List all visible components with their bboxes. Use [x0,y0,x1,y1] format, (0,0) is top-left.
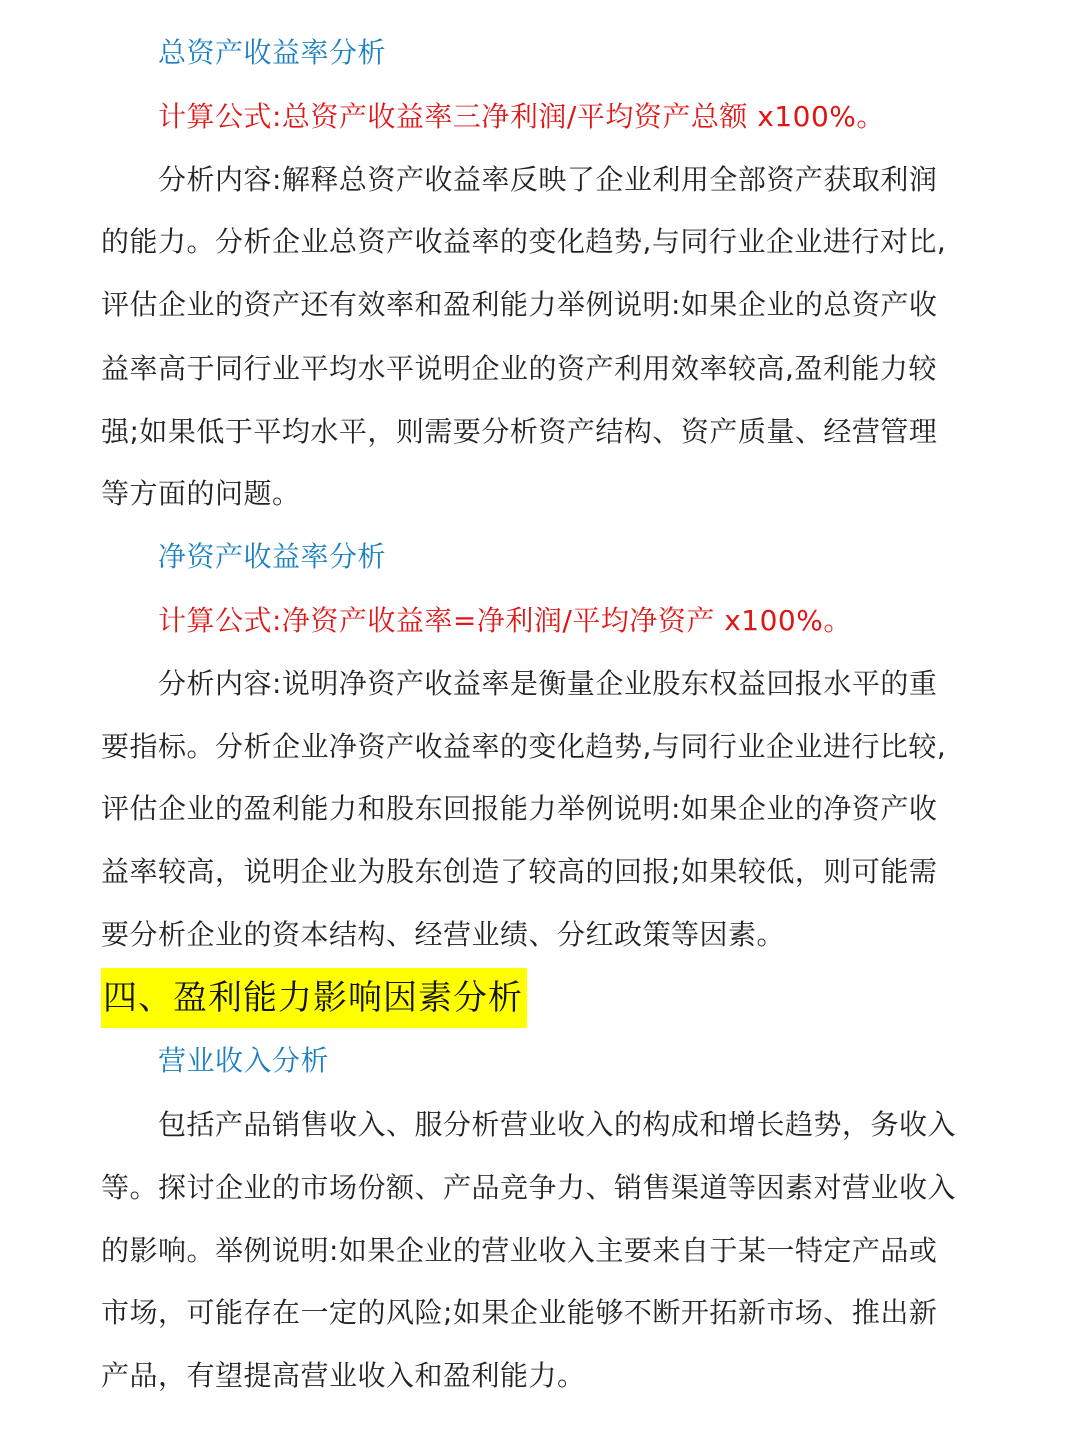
revenue-paragraph-line: 的影响。举例说明:如果企业的营业收入主要来自于某一特定产品或 [101,1234,938,1267]
revenue-paragraph-line: 市场，可能存在一定的风险;如果企业能够不断开拓新市场、推出新 [101,1296,938,1329]
roe-heading: 净资产收益率分析 [158,540,387,573]
roa-paragraph-line: 等方面的问题。 [101,477,301,510]
roa-paragraph-line: 的能力。分析企业总资产收益率的变化趋势,与同行业企业进行对比, [101,225,947,258]
roe-formula: 计算公式:净资产收益率=净利润/平均净资产 x100%。 [158,604,852,637]
roa-formula: 计算公式:总资产收益率三净利润/平均资产总额 x100%。 [158,100,885,133]
roa-paragraph-line: 强;如果低于平均水平，则需要分析资产结构、资产质量、经营管理 [101,415,938,448]
roa-heading: 总资产收益率分析 [158,36,387,69]
roe-paragraph-line: 评估企业的盈利能力和股东回报能力举例说明:如果企业的净资产收 [101,792,938,825]
roe-paragraph-line: 益率较高，说明企业为股东创造了较高的回报;如果较低，则可能需 [101,855,938,888]
revenue-paragraph-line: 等。探讨企业的市场份额、产品竞争力、销售渠道等因素对营业收入 [101,1171,957,1204]
revenue-paragraph-line: 产品，有望提高营业收入和盈利能力。 [101,1359,586,1392]
roe-paragraph-line: 要分析企业的资本结构、经营业绩、分红政策等因素。 [101,918,786,951]
roa-paragraph-line: 评估企业的资产还有效率和盈利能力举例说明:如果企业的总资产收 [101,288,938,321]
revenue-heading: 营业收入分析 [158,1044,330,1077]
roe-paragraph-line: 要指标。分析企业净资产收益率的变化趋势,与同行业企业进行比较, [101,730,947,763]
revenue-paragraph-line: 包括产品销售收入、服分析营业收入的构成和增长趋势，务收入 [158,1108,957,1141]
roa-paragraph-line: 益率高于同行业平均水平说明企业的资产利用效率较高,盈利能力较 [101,352,937,385]
roe-paragraph-line: 分析内容:说明净资产收益率是衡量企业股东权益回报水平的重 [158,667,938,700]
section-title: 四、盈利能力影响因素分析 [101,968,527,1028]
roa-paragraph-line: 分析内容:解释总资产收益率反映了企业利用全部资产获取利润 [158,163,938,196]
